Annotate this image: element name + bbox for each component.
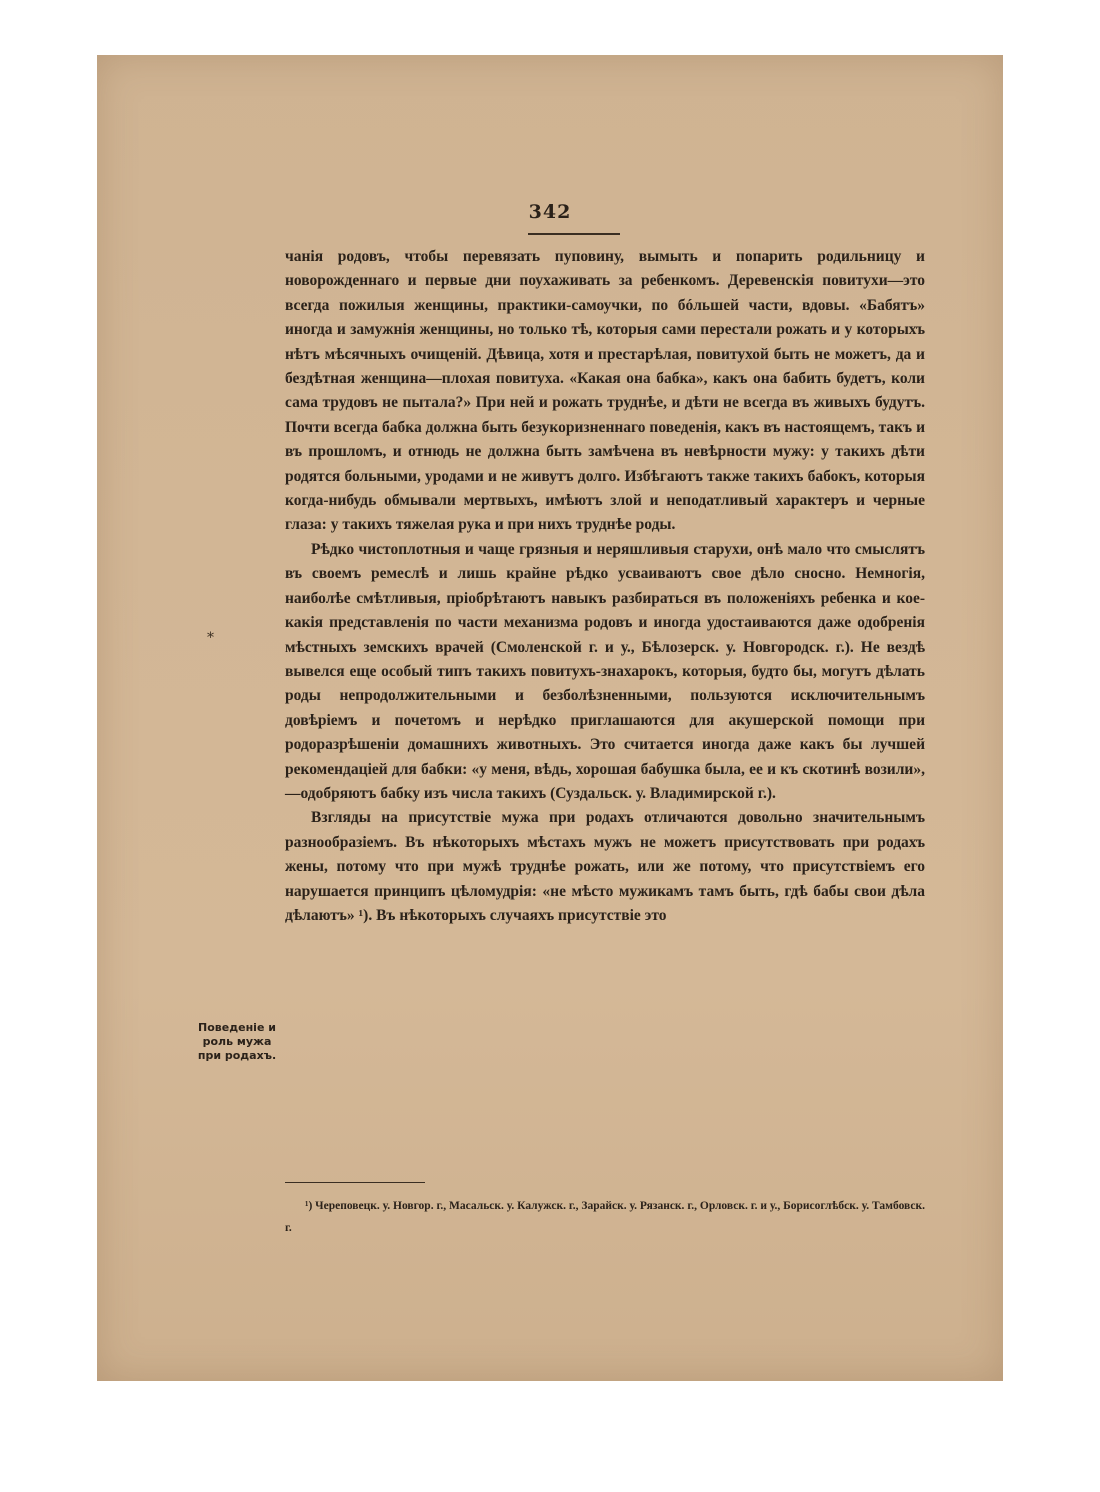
stray-mark: *	[207, 630, 214, 646]
footnote-text: ¹) Череповецк. у. Новгор. г., Масальск. у. Калужск. г., Зарайск. у. Рязанск. г., Орловск. г. и у., Борисоглѣбск. у. Тамбовск. г.	[285, 1200, 925, 1234]
footnote-rule	[285, 1182, 425, 1183]
paragraph-2: Рѣдко чистоплотныя и чаще грязныя и неряшливыя старухи, онѣ мало что смыслятъ въ своемъ ремеслѣ и лишь крайне рѣдко усваиваютъ свое дѣло сносно. Немногія, наиболѣе смѣтливыя, пріобрѣтаютъ навыкъ разбираться въ положеніяхъ ребенка и кое-какія представленія по части механизма родовъ и иногда удостаиваются даже одобренія мѣстныхъ земскихъ врачей (Смоленской г. и у., Бѣлозерск. у. Новгородск. г.). Не вездѣ вывелся еще особый типъ такихъ повитухъ-знахарокъ, которыя, будто бы, могутъ дѣлать роды непродолжительными и безболѣзненными, пользуются исключительнымъ довѣріемъ и почетомъ и нерѣдко приглашаются для акушерской помощи при родоразрѣшеніи домашнихъ животныхъ. Это считается иногда даже какъ бы лучшей рекомендаціей для бабки: «у меня, вѣдь, хорошая бабушка была, ее и къ скотинѣ возили»,—одобряютъ бабку изъ числа такихъ (Суздальск. у. Владимирской г.).	[285, 540, 925, 802]
page-number: 342	[528, 201, 572, 223]
paragraph-3: Взгляды на присутствіе мужа при родахъ отличаются довольно значительнымъ разнообразіемъ. Въ нѣкоторыхъ мѣстахъ мужъ не можетъ присутствовать при родахъ жены, потому что при мужѣ труднѣе рожать, или же потому, что присутствіемъ его нарушается принципъ цѣломудрія: «не мѣсто мужикамъ тамъ быть, гдѣ бабы свои дѣла дѣлаютъ» ¹). Въ нѣкоторыхъ случаяхъ присутствіе это	[285, 809, 925, 924]
page-number-rule	[528, 233, 620, 235]
body-text	[285, 245, 925, 928]
margin-note: Поведеніе и роль мужа при родахъ.	[197, 1021, 277, 1062]
footnote	[285, 1195, 925, 1239]
scanned-page	[97, 55, 1003, 1381]
paragraph-1: чанія родовъ, чтобы перевязать пуповину, вымыть и попарить родильницу и новорожденнаго и первые дни поухаживать за ребенкомъ. Деревенскія повитухи—это всегда пожилыя женщины, практики-самоучки, по бóльшей части, вдовы. «Бабятъ» иногда и замужнія женщины, но только тѣ, которыя сами перестали рожать и у которыхъ нѣтъ мѣсячныхъ очищеній. Дѣвица, хотя и престарѣлая, повитухой быть не можетъ, да и бездѣтная женщина—плохая повитуха. «Какая она бабка», какъ она бабить будетъ, коли сама трудовъ не пытала?» При ней и рожать труднѣе, и дѣти не всегда въ живыхъ будутъ. Почти всегда бабка должна быть безукоризненнаго поведенія, какъ въ настоящемъ, такъ и въ прошломъ, и отнюдь не должна быть замѣчена въ невѣрности мужу: у такихъ дѣти родятся больными, уродами и не живутъ долго. Избѣгаютъ также такихъ бабокъ, которыя когда-нибудь обмывали мертвыхъ, имѣютъ злой и неподатливый характеръ и черные глаза: у такихъ тяжелая рука и при нихъ труднѣе роды.	[285, 248, 925, 534]
